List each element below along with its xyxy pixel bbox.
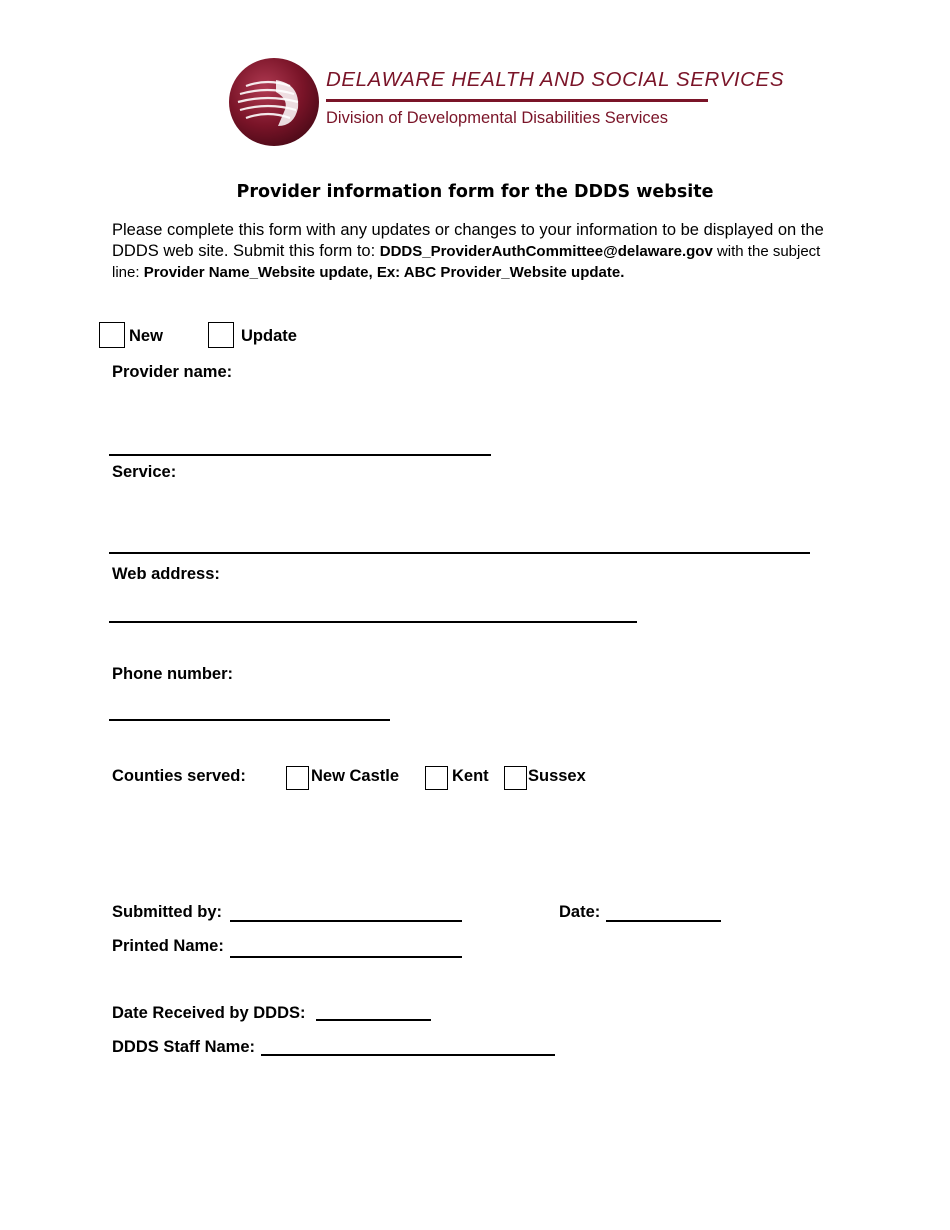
staff-name-field[interactable] — [261, 1054, 555, 1056]
intro-paragraph — [112, 220, 832, 284]
subject-line: Provider Name_Website update, Ex: ABC Provider_Website update. — [143, 264, 625, 281]
kent-label: Kent — [452, 767, 489, 785]
service-field[interactable] — [109, 552, 810, 554]
provider-name-field[interactable] — [109, 454, 491, 456]
date-received-field[interactable] — [316, 1019, 431, 1021]
date-received-label: Date Received by DDDS: — [112, 1004, 306, 1022]
intro-text-2: with the subject line: — [112, 242, 821, 281]
printed-name-label: Printed Name: — [112, 937, 224, 955]
phone-number-field[interactable] — [109, 719, 390, 721]
new-checkbox[interactable] — [99, 322, 125, 348]
web-address-field[interactable] — [109, 621, 637, 623]
new-label: New — [129, 327, 163, 345]
new-castle-checkbox[interactable] — [286, 766, 309, 790]
update-label: Update — [241, 327, 297, 345]
org-name: DELAWARE HEALTH AND SOCIAL SERVICES — [326, 68, 785, 91]
kent-checkbox[interactable] — [425, 766, 448, 790]
counties-served-label: Counties served: — [112, 767, 246, 785]
sussex-label: Sussex — [528, 767, 586, 785]
phone-number-label: Phone number: — [112, 665, 234, 683]
submitted-by-label: Submitted by: — [112, 903, 222, 921]
submit-email: DDDS_ProviderAuthCommittee@delaware.gov — [379, 242, 713, 260]
division-name: Division of Developmental Disabilities Services — [326, 109, 669, 127]
header-divider — [326, 99, 708, 102]
page-title: Provider information form for the DDDS website — [236, 182, 714, 202]
staff-name-label: DDDS Staff Name: — [112, 1038, 256, 1056]
service-label: Service: — [112, 463, 177, 481]
date-label: Date: — [559, 903, 601, 921]
provider-name-label: Provider name: — [112, 363, 233, 381]
intro-text: Please complete this form with any updates or changes to your information to be displayed on the DDDS web site. Submit this form to: — [112, 221, 824, 260]
web-address-label: Web address: — [112, 565, 220, 583]
update-checkbox[interactable] — [208, 322, 234, 348]
submitted-by-field[interactable] — [230, 920, 462, 922]
dhss-seal-icon — [228, 56, 328, 148]
printed-name-field[interactable] — [230, 956, 462, 958]
date-field[interactable] — [606, 920, 721, 922]
sussex-checkbox[interactable] — [504, 766, 527, 790]
new-castle-label: New Castle — [311, 767, 400, 785]
